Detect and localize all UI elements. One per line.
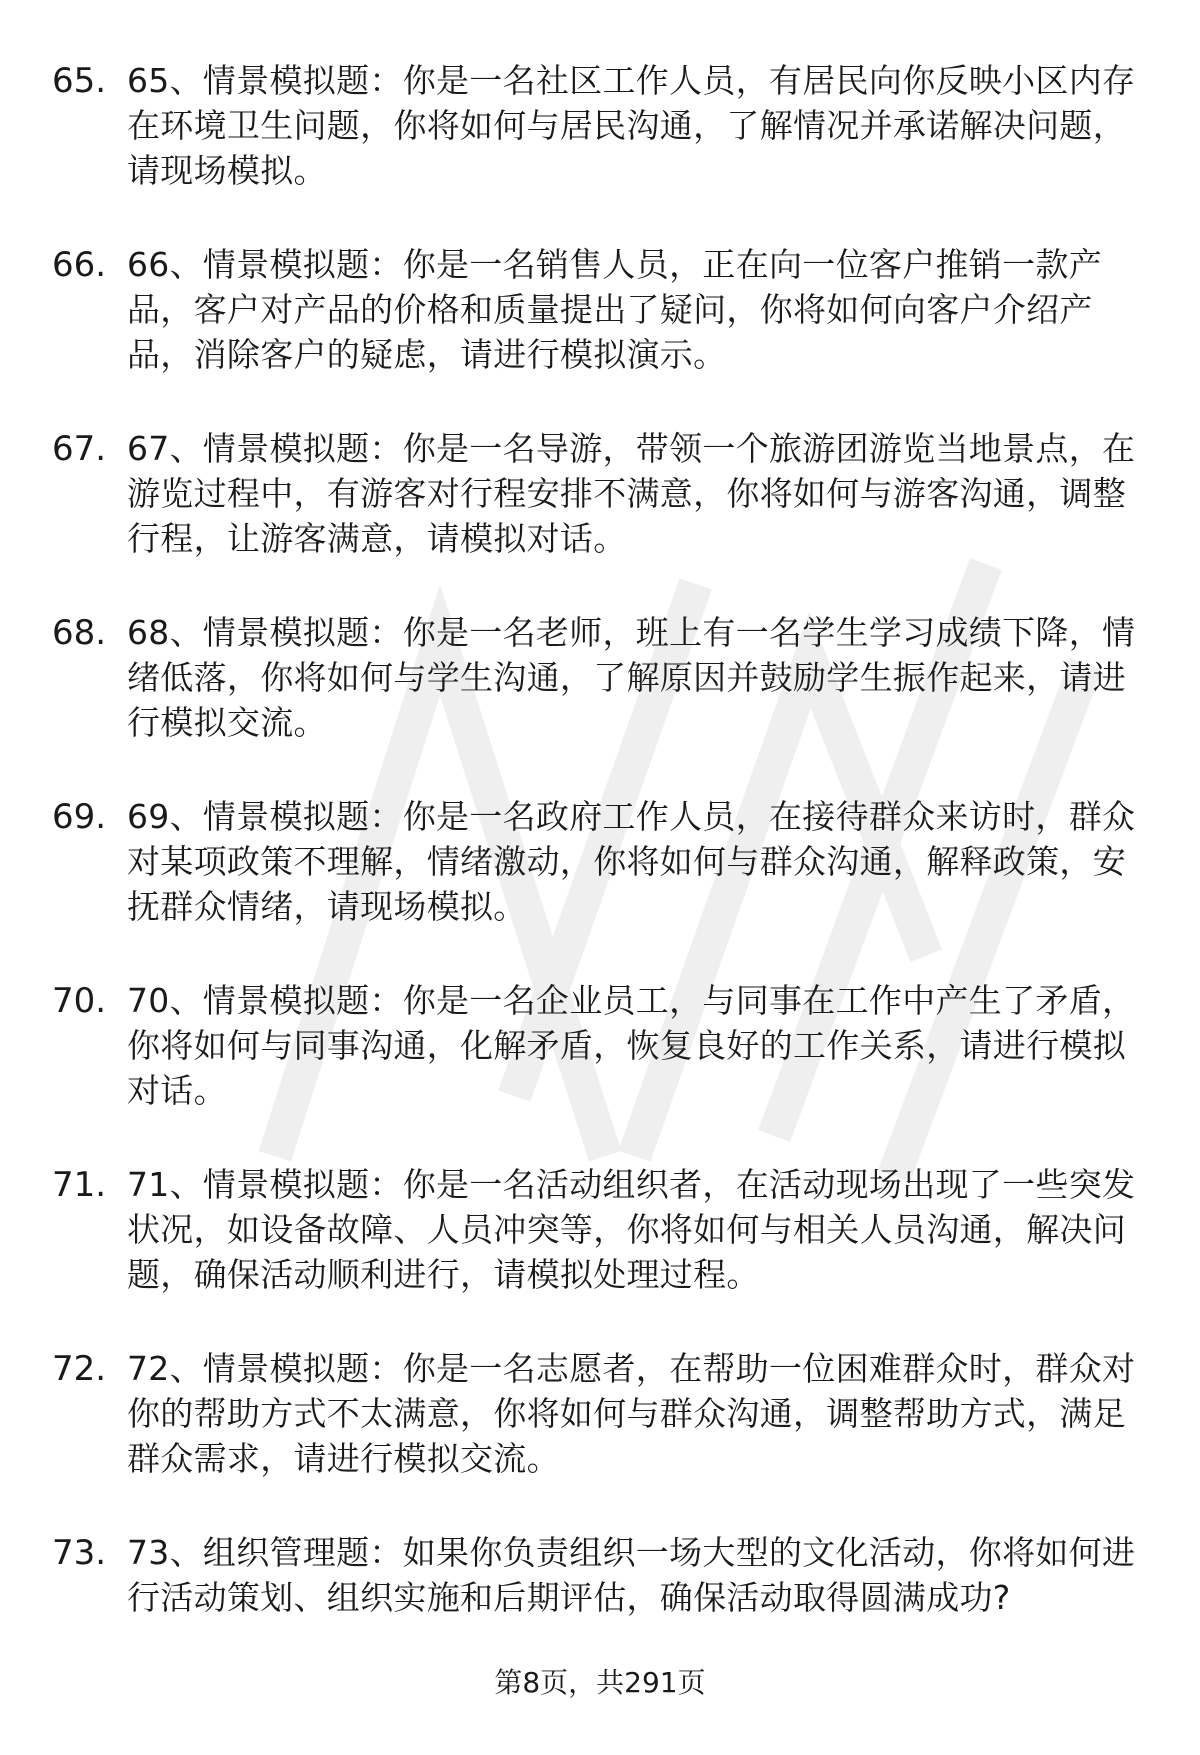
question-item <box>0 426 1200 610</box>
question-item <box>0 58 1200 242</box>
question-text: 73、组织管理题：如果你负责组织一场大型的文化活动，你将如何进行活动策划、组织实施和后期评估，确保活动取得圆满成功? <box>127 1533 1136 1617</box>
question-list <box>0 58 1200 1714</box>
question-number: 71. <box>52 1165 107 1205</box>
question-item <box>0 978 1200 1162</box>
question-number: 67. <box>52 429 107 469</box>
question-number: 68. <box>52 613 107 653</box>
question-item <box>0 242 1200 426</box>
question-number: 69. <box>52 797 107 837</box>
question-number: 66. <box>52 245 107 285</box>
question-item <box>0 610 1200 794</box>
page-footer: 第8页，共291页 <box>494 1666 706 1699</box>
question-number: 65. <box>52 61 107 101</box>
question-text: 72、情景模拟题：你是一名志愿者，在帮助一位困难群众时，群众对你的帮助方式不太满意，你将如何与群众沟通，调整帮助方式，满足群众需求，请进行模拟交流。 <box>127 1349 1136 1478</box>
question-text: 70、情景模拟题：你是一名企业员工，与同事在工作中产生了矛盾，你将如何与同事沟通，化解矛盾，恢复良好的工作关系，请进行模拟对话。 <box>127 981 1136 1110</box>
question-number: 73. <box>52 1533 107 1573</box>
question-item <box>0 1162 1200 1346</box>
question-text: 65、情景模拟题：你是一名社区工作人员，有居民向你反映小区内存在环境卫生问题，你将如何与居民沟通，了解情况并承诺解决问题，请现场模拟。 <box>127 61 1136 190</box>
question-item <box>0 794 1200 978</box>
question-item <box>0 1346 1200 1530</box>
question-number: 70. <box>52 981 107 1021</box>
question-number: 72. <box>52 1349 107 1389</box>
question-text: 66、情景模拟题：你是一名销售人员，正在向一位客户推销一款产品，客户对产品的价格和质量提出了疑问，你将如何向客户介绍产品，消除客户的疑虑，请进行模拟演示。 <box>127 245 1102 374</box>
question-text: 68、情景模拟题：你是一名老师，班上有一名学生学习成绩下降，情绪低落，你将如何与学生沟通，了解原因并鼓励学生振作起来，请进行模拟交流。 <box>127 613 1136 742</box>
question-text: 71、情景模拟题：你是一名活动组织者，在活动现场出现了一些突发状况，如设备故障、人员冲突等，你将如何与相关人员沟通，解决问题，确保活动顺利进行，请模拟处理过程。 <box>127 1165 1136 1294</box>
question-text: 69、情景模拟题：你是一名政府工作人员，在接待群众来访时，群众对某项政策不理解，情绪激动，你将如何与群众沟通，解释政策，安抚群众情绪，请现场模拟。 <box>127 797 1136 926</box>
question-text: 67、情景模拟题：你是一名导游，带领一个旅游团游览当地景点，在游览过程中，有游客对行程安排不满意，你将如何与游客沟通，调整行程，让游客满意，请模拟对话。 <box>127 429 1136 558</box>
